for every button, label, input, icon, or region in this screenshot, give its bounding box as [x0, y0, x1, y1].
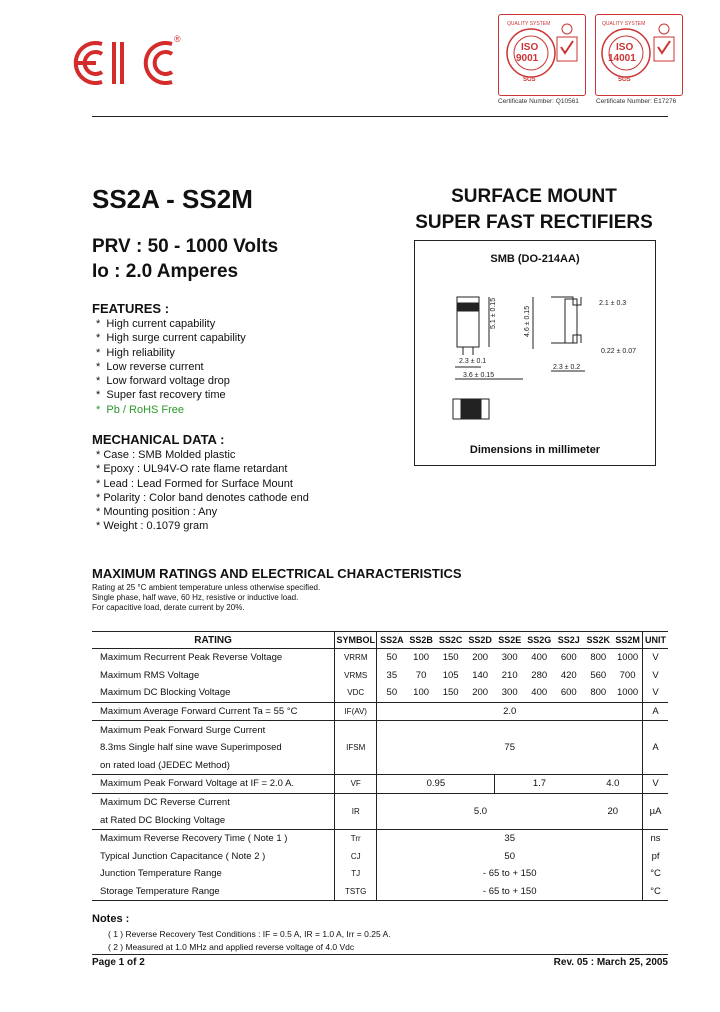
row-label: Maximum Average Forward Current Ta = 55 °C — [92, 702, 335, 721]
cell: 4.0 — [584, 775, 643, 794]
cert-sgs-text: SGS — [523, 77, 536, 83]
dim-label: 5.1 ± 0.15 — [490, 297, 497, 329]
cell: 50 — [377, 649, 407, 667]
list-item: * Lead : Lead Formed for Surface Mount — [96, 477, 293, 490]
unit-cell: A — [643, 702, 668, 721]
cell: - 65 to + 150 — [377, 865, 643, 883]
cell: 1000 — [617, 687, 639, 699]
row-label: Maximum Recurrent Peak Reverse Voltage — [100, 652, 283, 664]
row-label: Storage Temperature Range — [92, 883, 335, 901]
row-symbol: CJ — [335, 848, 377, 866]
col-header: SS2G — [524, 632, 554, 649]
ratings-table — [92, 631, 668, 901]
table-row — [92, 775, 668, 794]
row-symbol: VF — [335, 775, 377, 794]
unit-cell: pf — [643, 848, 668, 866]
cell: 400 — [531, 687, 548, 699]
dim-label: 2.3 ± 0.2 — [553, 364, 581, 371]
cell: 300 — [501, 687, 518, 699]
dim-label: 4.6 ± 0.15 — [524, 305, 531, 337]
unit-cell: °C — [643, 865, 668, 883]
cell: 210 — [501, 669, 518, 681]
page-number: Page 1 of 2 — [92, 957, 145, 968]
note-2: ( 2 ) Measured at 1.0 MHz and applied reverse voltage of 4.0 Vdc — [108, 942, 355, 952]
cell: 140 — [472, 669, 489, 681]
list-item: * Epoxy : UL94V-O rate flame retardant — [96, 463, 288, 476]
footer-divider — [92, 954, 668, 955]
row-symbol: IR — [335, 793, 377, 829]
table-row — [92, 793, 668, 811]
table-row — [92, 865, 668, 883]
package-caption: Dimensions in millimeter — [469, 444, 601, 456]
cert-sgs-text: SGS — [618, 77, 631, 83]
feature-text: Super fast recovery time — [106, 389, 226, 402]
product-type-line2: SUPER FAST RECTIFIERS — [415, 212, 653, 233]
cell: 20 — [584, 793, 643, 829]
col-header: SYMBOL — [335, 632, 377, 649]
unit-cell: ns — [643, 829, 668, 847]
list-item: * Polarity : Color band denotes cathode end — [96, 491, 309, 504]
cell: 420 — [560, 669, 577, 681]
mechanical-heading: MECHANICAL DATA : — [92, 432, 225, 447]
dim-label: 2.1 ± 0.3 — [599, 300, 627, 307]
cell: 105 — [442, 669, 459, 681]
col-header: SS2M — [613, 632, 643, 649]
row-label: Maximum RMS Voltage — [100, 669, 200, 681]
row-symbol: VRRM — [335, 649, 377, 667]
cell: 150 — [442, 652, 459, 664]
cell: 75 — [377, 721, 643, 775]
list-item: * Low reverse current — [96, 360, 204, 373]
cell: 1000 — [617, 652, 639, 664]
product-title: SS2A - SS2M — [92, 184, 253, 214]
unit-cell: A — [643, 721, 668, 775]
feature-text: Low reverse current — [106, 360, 204, 373]
unit-cell: °C — [643, 883, 668, 901]
table-row — [92, 684, 668, 702]
package-drawing — [415, 281, 655, 441]
col-header: SS2K — [584, 632, 614, 649]
table-row — [92, 667, 668, 685]
cell: 200 — [472, 652, 489, 664]
row-label: Maximum Reverse Recovery Time ( Note 1 ) — [92, 829, 335, 847]
header-divider — [92, 116, 668, 117]
cert1-number: Certificate Number: Q10561 — [498, 98, 579, 105]
cert-num-text: 14001 — [608, 53, 636, 64]
list-item: * Weight : 0.1079 gram — [96, 520, 209, 533]
row-label: Maximum Peak Forward Surge Current — [92, 721, 335, 739]
note-line: For capacitive load, derate current by 20%. — [92, 603, 245, 612]
row-symbol: VDC — [335, 684, 377, 702]
cell: 700 — [619, 669, 636, 681]
feature-text: High surge current capability — [106, 332, 246, 345]
cert-top-text: QUALITY SYSTEM — [507, 21, 551, 27]
mechanical-list — [96, 448, 309, 534]
product-type-line1: SURFACE MOUNT — [451, 186, 617, 207]
feature-text: Low forward voltage drop — [106, 375, 230, 388]
table-header-row — [92, 632, 668, 649]
cell: 100 — [413, 687, 430, 699]
cell: 800 — [590, 652, 607, 664]
row-label: Maximum DC Reverse Current — [92, 793, 335, 811]
table-row — [92, 829, 668, 847]
iso14001-certificate — [595, 14, 683, 96]
company-logo — [62, 34, 182, 88]
cert-iso-text: ISO — [616, 42, 634, 53]
cell: 300 — [501, 652, 518, 664]
cell: 2.0 — [377, 702, 643, 721]
row-symbol: VRMS — [335, 667, 377, 685]
cell: 0.95 — [377, 775, 495, 794]
package-title: SMB (DO-214AA) — [490, 253, 580, 265]
cell: 5.0 — [377, 793, 584, 829]
cell: 400 — [531, 652, 548, 664]
row-label: Maximum DC Blocking Voltage — [100, 687, 231, 699]
list-item: * Pb / RoHS Free — [96, 403, 185, 416]
cell: 35 — [377, 829, 643, 847]
table-row — [92, 702, 668, 721]
dim-label: 3.6 ± 0.15 — [463, 372, 495, 379]
note-line: Rating at 25 °C ambient temperature unless otherwise specified. — [92, 583, 321, 592]
logo-text — [62, 38, 64, 39]
table-row — [92, 848, 668, 866]
cell: 1.7 — [495, 775, 584, 794]
ratings-notes — [92, 583, 320, 613]
col-header: SS2E — [495, 632, 525, 649]
list-item: * High current capability — [96, 318, 216, 330]
cell: 800 — [590, 687, 607, 699]
cell: 50 — [377, 848, 643, 866]
col-header: RATING — [92, 632, 335, 649]
list-item: * Mounting position : Any — [96, 506, 218, 519]
cell: 560 — [590, 669, 607, 681]
cell: 35 — [377, 667, 407, 685]
iso9001-certificate — [498, 14, 586, 96]
features-list — [96, 317, 246, 417]
note-1: ( 1 ) Reverse Recovery Test Conditions : IF = 0.5 A, IR = 1.0 A, Irr = 0.25 A. — [108, 929, 391, 939]
list-item: * Case : SMB Molded plastic — [96, 449, 236, 461]
cert-iso-text: ISO — [521, 42, 539, 53]
cert2-number: Certificate Number: E17276 — [596, 98, 677, 105]
cell: 50 — [377, 684, 407, 702]
cert-top-text: QUALITY SYSTEM — [602, 21, 646, 27]
list-item: * High reliability — [96, 346, 175, 359]
registered-mark: ® — [174, 34, 181, 44]
features-heading: FEATURES : — [92, 301, 170, 316]
unit-cell: V — [643, 667, 668, 685]
row-symbol: TSTG — [335, 883, 377, 901]
cell: 280 — [531, 669, 548, 681]
revision: Rev. 05 : March 25, 2005 — [553, 957, 668, 968]
table-row — [92, 883, 668, 901]
unit-cell: V — [643, 649, 668, 667]
row-label: on rated load (JEDEC Method) — [100, 759, 230, 771]
row-label: Maximum Peak Forward Voltage at IF = 2.0 A. — [92, 775, 335, 794]
unit-cell: V — [643, 775, 668, 794]
col-header: SS2J — [554, 632, 584, 649]
feature-text: High current capability — [106, 318, 216, 330]
list-item: * High surge current capability — [96, 332, 246, 345]
feature-text: Pb / RoHS Free — [106, 403, 185, 416]
col-header: SS2A — [377, 632, 407, 649]
cell: 70 — [415, 669, 427, 681]
table-row — [92, 721, 668, 739]
row-symbol: IFSM — [335, 721, 377, 775]
row-symbol: TJ — [335, 865, 377, 883]
notes-heading: Notes : — [92, 913, 130, 925]
row-symbol: Trr — [335, 829, 377, 847]
col-header: SS2B — [406, 632, 436, 649]
cell: 100 — [413, 652, 430, 664]
cell: - 65 to + 150 — [377, 883, 643, 901]
row-label: at Rated DC Blocking Voltage — [100, 814, 226, 826]
unit-cell: V — [643, 684, 668, 702]
cell: 600 — [560, 687, 577, 699]
row-label: Typical Junction Capacitance ( Note 2 ) — [100, 850, 266, 862]
dim-label: 0.22 ± 0.07 — [601, 348, 636, 355]
table-row — [92, 649, 668, 667]
dim-label: 2.3 ± 0.1 — [459, 358, 487, 365]
row-label: 8.3ms Single half sine wave Superimposed — [100, 742, 282, 754]
note-line: Single phase, half wave, 60 Hz, resistive or inductive load. — [92, 593, 299, 602]
list-item: * Low forward voltage drop — [96, 375, 230, 388]
cell: 150 — [442, 687, 459, 699]
cert-seal-icon — [499, 15, 585, 95]
package-box — [414, 240, 656, 466]
col-header: SS2C — [436, 632, 466, 649]
col-header: UNIT — [643, 632, 668, 649]
col-header: SS2D — [465, 632, 495, 649]
prv-rating: PRV : 50 - 1000 Volts — [92, 236, 279, 257]
unit-cell: µA — [643, 793, 668, 829]
cell: 200 — [472, 687, 489, 699]
feature-text: High reliability — [106, 346, 175, 359]
eic-logo-graphic — [62, 38, 182, 88]
row-label: Junction Temperature Range — [100, 868, 222, 880]
io-rating: Io : 2.0 Amperes — [92, 261, 239, 282]
list-item: * Super fast recovery time — [96, 389, 226, 402]
row-symbol: IF(AV) — [335, 702, 377, 721]
cell: 600 — [560, 652, 577, 664]
cert-num-text: 9001 — [516, 53, 539, 64]
ratings-heading: MAXIMUM RATINGS AND ELECTRICAL CHARACTERISTICS — [92, 566, 462, 581]
